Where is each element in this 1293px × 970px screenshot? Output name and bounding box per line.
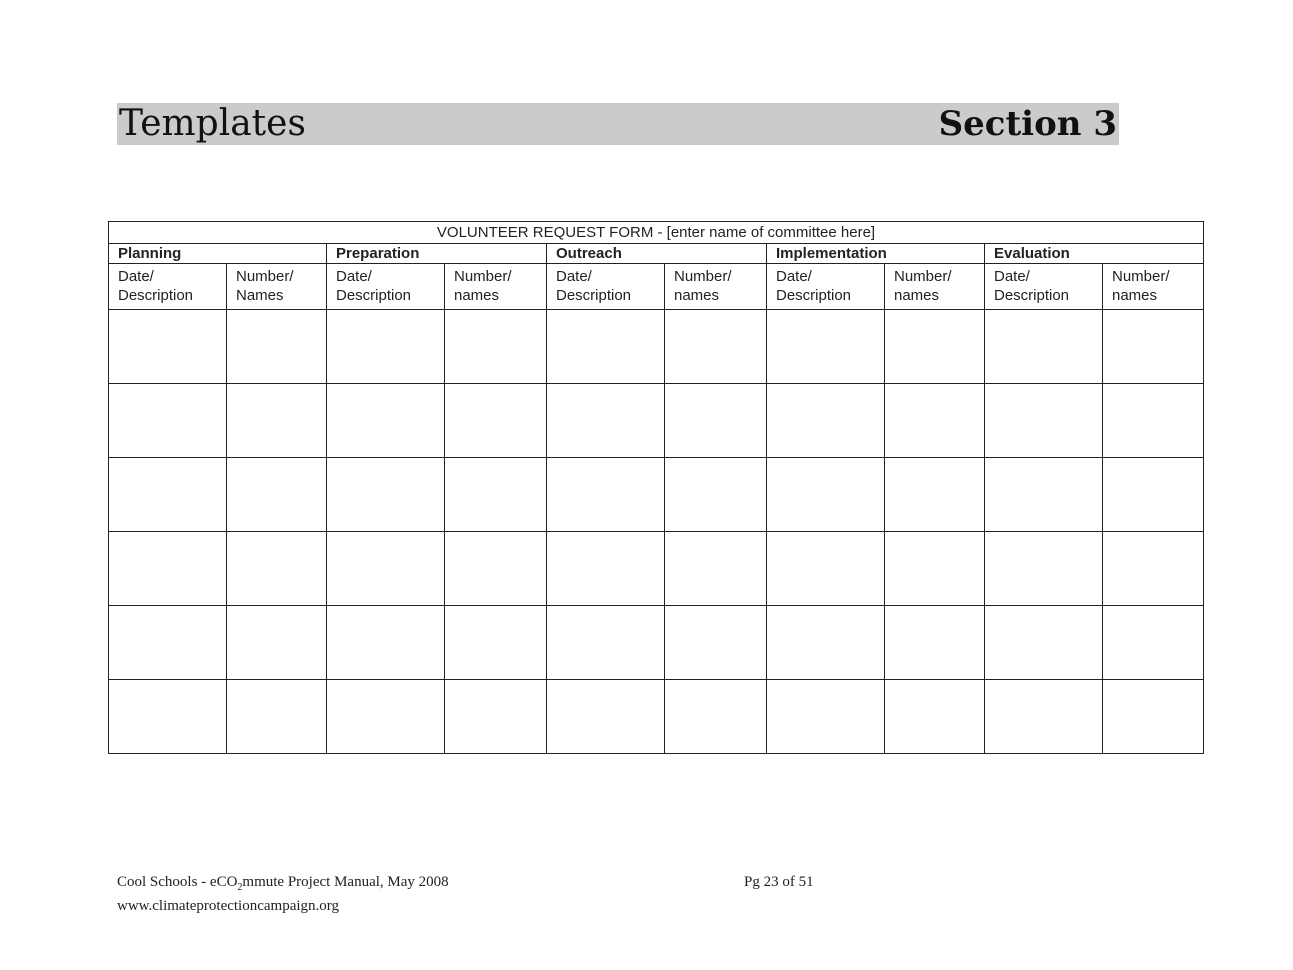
subheader-number-names: Number/ names bbox=[445, 264, 547, 310]
phase-header-preparation: Preparation bbox=[327, 244, 547, 264]
phase-header-planning: Planning bbox=[109, 244, 327, 264]
form-cell[interactable] bbox=[547, 606, 665, 680]
table-row bbox=[109, 458, 1204, 532]
form-cell[interactable] bbox=[547, 310, 665, 384]
form-cell[interactable] bbox=[445, 680, 547, 754]
form-cell[interactable] bbox=[665, 310, 767, 384]
form-cell[interactable] bbox=[985, 310, 1103, 384]
form-cell[interactable] bbox=[985, 384, 1103, 458]
subheader-number-names: Number/ names bbox=[1103, 264, 1204, 310]
section-header-bar bbox=[117, 103, 1119, 145]
form-cell[interactable] bbox=[109, 310, 227, 384]
form-cell[interactable] bbox=[327, 310, 445, 384]
form-cell[interactable] bbox=[885, 458, 985, 532]
form-cell[interactable] bbox=[327, 458, 445, 532]
form-cell[interactable] bbox=[109, 384, 227, 458]
form-cell[interactable] bbox=[985, 606, 1103, 680]
subheader-date-description: Date/ Description bbox=[767, 264, 885, 310]
form-cell[interactable] bbox=[109, 606, 227, 680]
form-cell[interactable] bbox=[767, 680, 885, 754]
form-cell[interactable] bbox=[767, 310, 885, 384]
form-cell[interactable] bbox=[885, 532, 985, 606]
form-cell[interactable] bbox=[885, 310, 985, 384]
form-cell[interactable] bbox=[665, 680, 767, 754]
form-cell[interactable] bbox=[327, 606, 445, 680]
form-cell[interactable] bbox=[327, 680, 445, 754]
form-cell[interactable] bbox=[985, 532, 1103, 606]
form-cell[interactable] bbox=[445, 532, 547, 606]
subheader-number-names: Number/ names bbox=[885, 264, 985, 310]
footer-manual-title: Cool Schools - eCO$_2$mmute Project Manual, May 2008 bbox=[117, 874, 449, 893]
form-cell[interactable] bbox=[885, 680, 985, 754]
footer-manual-info bbox=[117, 873, 449, 915]
form-cell[interactable] bbox=[227, 384, 327, 458]
form-cell[interactable] bbox=[665, 532, 767, 606]
subheader-date-description: Date/ Description bbox=[985, 264, 1103, 310]
table-row bbox=[109, 384, 1204, 458]
form-cell[interactable] bbox=[227, 458, 327, 532]
form-cell[interactable] bbox=[1103, 458, 1204, 532]
form-cell[interactable] bbox=[227, 532, 327, 606]
section-label: Section 3 bbox=[938, 104, 1117, 144]
form-cell[interactable] bbox=[1103, 532, 1204, 606]
form-cell[interactable] bbox=[547, 680, 665, 754]
form-title: VOLUNTEER REQUEST FORM - [enter name of committee here] bbox=[109, 222, 1204, 244]
phase-header-implementation: Implementation bbox=[767, 244, 985, 264]
form-cell[interactable] bbox=[445, 606, 547, 680]
subheader-date-description: Date/ Description bbox=[547, 264, 665, 310]
phase-header-evaluation: Evaluation bbox=[985, 244, 1204, 264]
form-cell[interactable] bbox=[327, 384, 445, 458]
form-cell[interactable] bbox=[1103, 384, 1204, 458]
form-cell[interactable] bbox=[109, 532, 227, 606]
form-cell[interactable] bbox=[547, 458, 665, 532]
phase-header-outreach: Outreach bbox=[547, 244, 767, 264]
form-cell[interactable] bbox=[985, 680, 1103, 754]
form-cell[interactable] bbox=[227, 310, 327, 384]
page-number: Pg 23 of 51 bbox=[744, 874, 814, 890]
form-cell[interactable] bbox=[767, 532, 885, 606]
form-cell[interactable] bbox=[1103, 680, 1204, 754]
form-cell[interactable] bbox=[1103, 310, 1204, 384]
page-title: Templates bbox=[119, 103, 306, 144]
form-cell[interactable] bbox=[767, 458, 885, 532]
form-cell[interactable] bbox=[109, 680, 227, 754]
form-cell[interactable] bbox=[227, 680, 327, 754]
subheader-number-names: Number/ Names bbox=[227, 264, 327, 310]
form-cell[interactable] bbox=[109, 458, 227, 532]
footer-website: www.climateprotectioncampaign.org bbox=[117, 898, 340, 914]
form-cell[interactable] bbox=[227, 606, 327, 680]
subheader-date-description: Date/ Description bbox=[327, 264, 445, 310]
table-row bbox=[109, 532, 1204, 606]
form-cell[interactable] bbox=[767, 384, 885, 458]
table-row bbox=[109, 310, 1204, 384]
subheader-number-names: Number/ names bbox=[665, 264, 767, 310]
table-row bbox=[109, 680, 1204, 754]
form-cell[interactable] bbox=[665, 458, 767, 532]
form-cell[interactable] bbox=[665, 606, 767, 680]
form-cell[interactable] bbox=[445, 310, 547, 384]
form-cell[interactable] bbox=[665, 384, 767, 458]
form-cell[interactable] bbox=[1103, 606, 1204, 680]
form-cell[interactable] bbox=[885, 384, 985, 458]
form-cell[interactable] bbox=[547, 384, 665, 458]
form-cell[interactable] bbox=[985, 458, 1103, 532]
form-cell[interactable] bbox=[885, 606, 985, 680]
form-cell[interactable] bbox=[445, 458, 547, 532]
form-cell[interactable] bbox=[327, 532, 445, 606]
form-cell[interactable] bbox=[767, 606, 885, 680]
form-cell[interactable] bbox=[445, 384, 547, 458]
form-cell[interactable] bbox=[547, 532, 665, 606]
subheader-date-description: Date/ Description bbox=[109, 264, 227, 310]
volunteer-request-form bbox=[108, 221, 1204, 754]
table-row bbox=[109, 606, 1204, 680]
